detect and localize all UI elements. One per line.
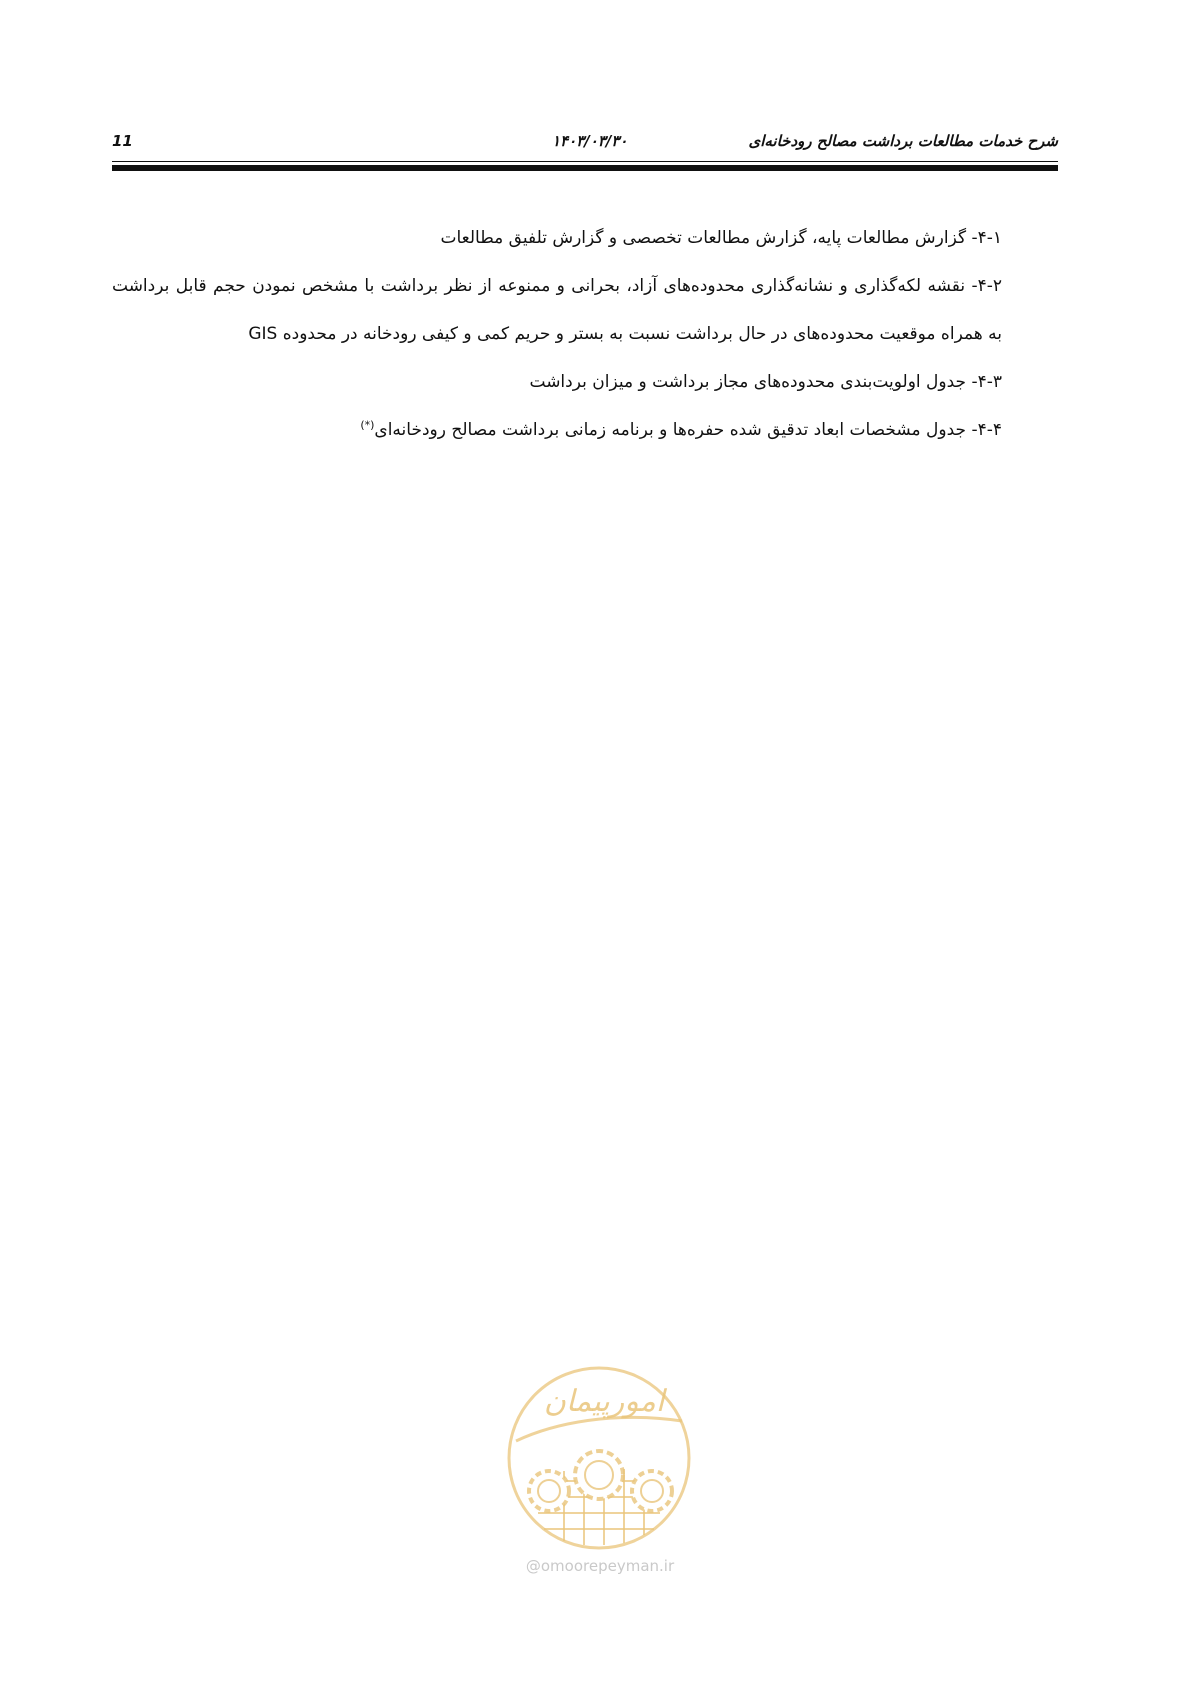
deliverables-list [112, 214, 1002, 454]
header-title: شرح خدمات مطالعات برداشت مصالح رودخانه‌ای [748, 132, 1058, 150]
header-rule-thick [112, 165, 1058, 171]
list-item [112, 214, 1002, 262]
page-number: 11 [112, 132, 133, 150]
watermark-logo-text: امورپیمان [543, 1384, 665, 1419]
footnote-mark: (*) [360, 418, 375, 432]
list-item-text: ۴-۲- نقشه لکه‌گذاری و نشانه‌گذاری محدوده‌های آزاد، بحرانی و ممنوعه از نظر برداشت با مشخص نمودن حجم قابل برداشت به همراه موقعیت محدوده‌های در حال برداشت نسبت به بستر و حریم کمی و کیفی رودخانه در محدوده GIS [112, 276, 1002, 344]
list-item [112, 358, 1002, 406]
watermark-logo [504, 1363, 694, 1553]
page-header [112, 128, 1058, 156]
list-item-text: ۴-۴- جدول مشخصات ابعاد تدقیق شده حفره‌ها و برنامه زمانی برداشت مصالح رودخانه‌ای [374, 420, 1002, 440]
watermark-url: @omoorepeyman.ir [525, 1557, 675, 1575]
list-item-text: ۴-۱- گزارش مطالعات پایه، گزارش مطالعات تخصصی و گزارش تلفیق مطالعات [440, 228, 1002, 248]
list-item [112, 262, 1002, 358]
list-item-text: ۴-۳- جدول اولویت‌بندی محدوده‌های مجاز برداشت و میزان برداشت [529, 372, 1002, 392]
header-date: ۱۴۰۳/۰۳/۳۰ [552, 132, 628, 150]
list-item [112, 406, 1002, 454]
header-rule-thin [112, 161, 1058, 162]
